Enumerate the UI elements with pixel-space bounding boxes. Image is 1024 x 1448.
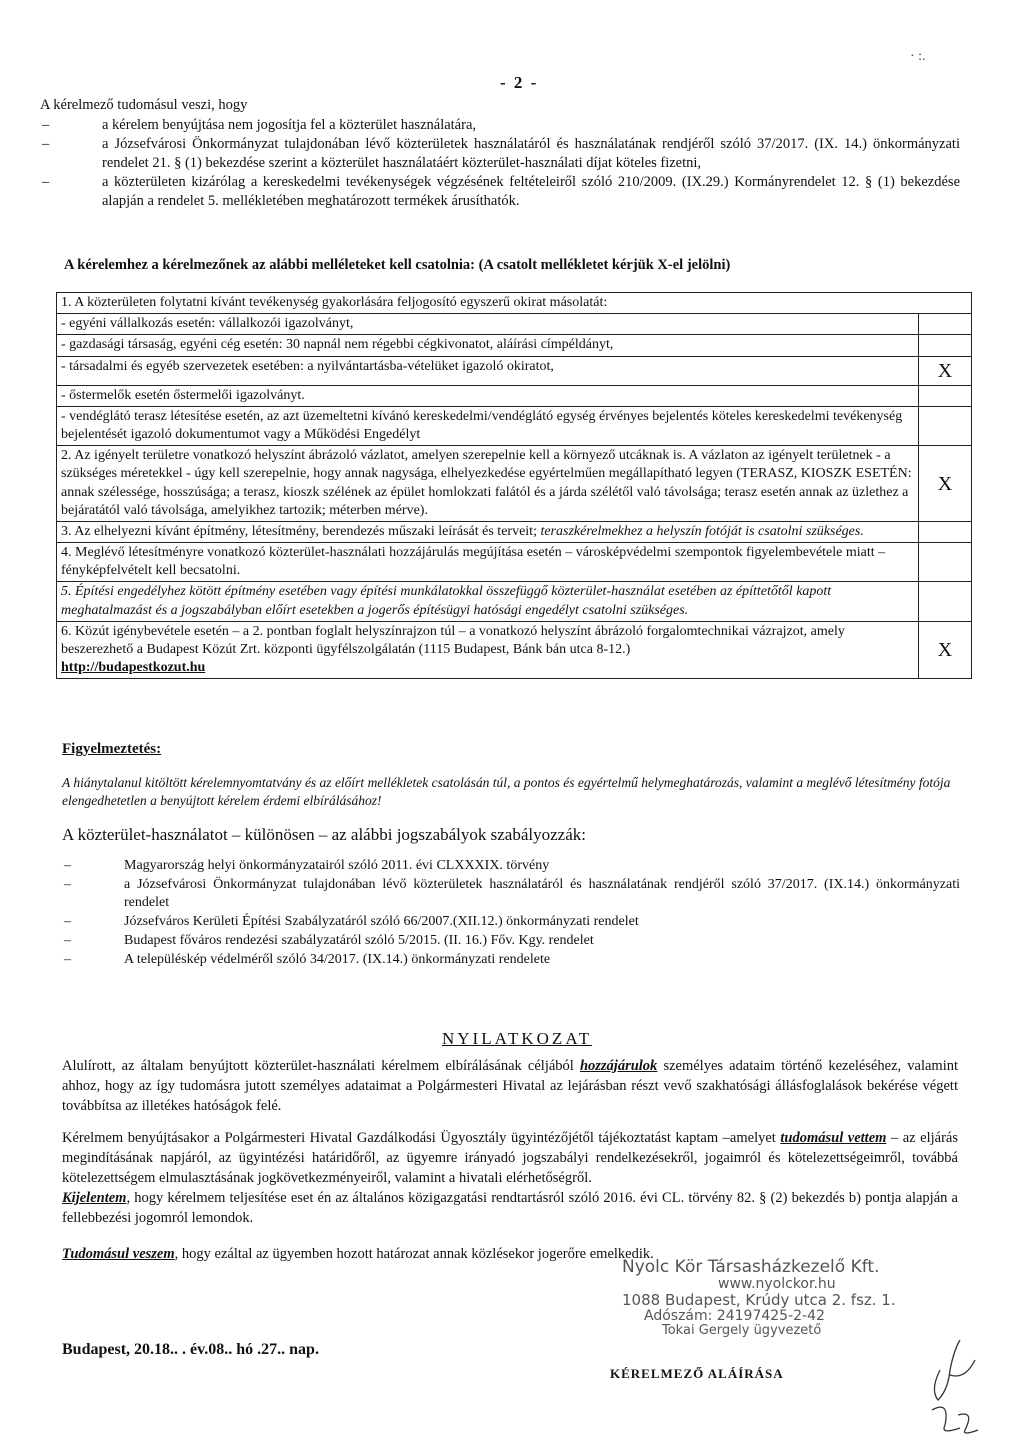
attachment-text: 6. Közút igénybevétele esetén – a 2. pontban foglalt helyszínrajzon túl – a vonatkozó helyszínt ábrázoló forgalomtechnikai vázrajzot, amely beszerezhető a Budapest Közút Zrt. központi ügyfélszolgálatán (1115 Budapest, Bánk bán utca 8-12.) http://budapestkozut.hu (57, 621, 919, 679)
law-item: – a Józsefvárosi Önkormányzat tulajdonában lévő közterületek használatáról és használatának rendjéről szóló 37/2017. (IX.14.) önkormányzati rendelet (64, 876, 960, 910)
attachments-heading: A kérelemhez a kérelmezőnek az alábbi melléleteket kell csatolnia: (A csatolt mellékletet kérjük X-el jelölni) (64, 257, 731, 273)
signature-label: KÉRELMEZŐ ALÁÍRÁSA (610, 1366, 784, 1381)
declaration-paragraph-4: Tudomásul veszem, hogy ezáltal az ügyemben hozott határozat annak közlésekor jogerőre emelkedik. (62, 1246, 654, 1262)
declaration-paragraph-3: Kijelentem, hogy kérelmem teljesítése eset én az általános közigazgatási rendtartásról szóló 2016. évi CL. törvény 82. § (2) bekezdés b) pontja alapján a fellebbezési jogomról lemondok. (62, 1190, 958, 1226)
stamp-line: Adószám: 24197425-2-42 (644, 1307, 825, 1324)
table-row (57, 543, 972, 582)
corner-mark: · :. (910, 49, 926, 64)
warning-title: Figyelmeztetés: (62, 741, 162, 757)
intro-item: – a Józsefvárosi Önkormányzat tulajdonában lévő közterületek használatáról és használatának rendjéről szóló 37/2017. (IX. 14.) önkormányzati rendelet 21. § (1) bekezdése szerint a közterület használatáért közterület-használati díjat köteles fizetni, (42, 136, 960, 171)
attachment-text: 5. Építési engedélyhez kötött építmény esetében vagy építési munkálatokkal összefüggő közterület-használat esetében az építtetőtől kapott meghatalmazást és a jogszabályban előírt esetekben a jogerős építésügyi hatósági engedélyt csatolni szükséges. (57, 582, 919, 621)
declaration-title: NYILATKOZAT (442, 1029, 593, 1048)
attachment-text: - vendéglátó terasz létesítése esetén, az azt üzemeltetni kívánó kereskedelmi/vendéglátó egység érvényes bejelentés köteles kereskedelmi tevékenység bejelentését igazoló dokumentumot vagy a Működési Engedélyt (57, 406, 919, 445)
table-row (57, 582, 972, 621)
attachment-checkbox[interactable]: X (919, 356, 972, 385)
attachment-checkbox[interactable] (919, 314, 972, 335)
attachments-table (56, 292, 972, 679)
law-item: – A településkép védelméről szóló 34/2017. (IX.14.) önkormányzati rendelete (64, 951, 551, 967)
attachment-text: - gazdasági társaság, egyéni cég esetén: 30 napnál nem régebbi cégkivonatot, aláírási címpéldányt, (57, 335, 919, 356)
attachment-text: 1. A közterületen folytatni kívánt tevékenység gyakorlására feljogosító egyszerű okirat másolatát: (57, 293, 972, 314)
table-row (57, 521, 972, 542)
laws-title: A közterület-használatot – különösen – az alábbi jogszabályok szabályozzák: (62, 825, 586, 844)
table-row (57, 356, 972, 385)
table-row (57, 335, 972, 356)
page-number: - 2 - (500, 73, 539, 92)
intro-item: – a közterületen kizárólag a kereskedelmi tevékenységek végzésének feltételeiről szóló 210/2009. (IX.29.) Kormányrendelet 12. § (1) bekezdése alapján a rendelet 5. mellékletében meghatározott termékek árusíthatók. (42, 174, 960, 209)
law-item: – Budapest főváros rendezési szabályzatáról szóló 5/2015. (II. 16.) Főv. Kgy. rendelet (64, 932, 594, 948)
attachment-text: 4. Meglévő létesítményre vonatkozó közterület-használati hozzájárulás megújítása esetén – városképvédelmi szempontok figyelembevétele miatt – fényképfelvételt kell becsatolni. (57, 543, 919, 582)
attachment-checkbox[interactable] (919, 406, 972, 445)
warning-text: A hiánytalanul kitöltött kérelemnyomtatvány és az előírt mellékletek csatolásán túl, a pontos és egyértelmű helymeghatározás, valamint a meglévő létesítmény fotója elengedhetetlen a benyújtott kérelem érdemi elbírálásához! (62, 775, 951, 809)
place-date: Budapest, 20.18.. . év.08.. hó .27.. nap. (62, 1341, 319, 1358)
attachment-checkbox[interactable] (919, 543, 972, 582)
attachment-checkbox[interactable]: X (919, 621, 972, 679)
law-item: – Magyarország helyi önkormányzatairól szóló 2011. évi CLXXXIX. törvény (64, 858, 550, 873)
table-row (57, 385, 972, 406)
budapest-kozut-link[interactable]: http://budapestkozut.hu (61, 660, 206, 676)
attachment-checkbox[interactable] (919, 582, 972, 621)
stamp-line: www.nyolckor.hu (718, 1275, 836, 1292)
declaration-paragraph-2: Kérelmem benyújtásakor a Polgármesteri Hivatal Gazdálkodási Ügyosztály ügyintézőjétől tájékoztatást kaptam –amelyet tudomásul vettem – az eljárás megindításának napjáról, az ügyintézési határidőről, az ügyemre irányadó jogszabályi rendelkezésekről, jogaimról és kötelezettségeimről, továbbá kötelezettségem elmulasztásának jogkövetkezményeiről, valamint a hivatali elérhetőségről. (62, 1130, 958, 1186)
declaration-paragraph-1: Alulírott, az általam benyújtott közterület-használati kérelmem elbírálásának céljából hozzájárulok személyes adataim történő kezeléséhez, valamint ahhoz, hogy az így tudomásra jutott személyes adataimat a Polgármesteri Hivatal az lejárásban részt vevő szakhatósági állásfoglalások bekérése végett továbbítsa az illetékes hatóságok felé. (62, 1058, 959, 1114)
table-row (57, 314, 972, 335)
attachment-text: - társadalmi és egyéb szervezetek esetében: a nyilvántartásba-vételüket igazoló okiratot, (57, 356, 919, 385)
table-row (57, 621, 972, 679)
laws-list (62, 856, 960, 969)
attachment-checkbox[interactable] (919, 521, 972, 542)
stamp-line: Nyolc Kör Társasházkezelő Kft. (622, 1257, 880, 1277)
attachment-text: - őstermelők esetén őstermelői igazolványt. (57, 385, 919, 406)
intro-section (40, 96, 960, 211)
table-row (57, 406, 972, 445)
attachment-checkbox[interactable] (919, 385, 972, 406)
company-stamp (608, 1258, 908, 1338)
intro-lead: A kérelmező tudomásul veszi, hogy (40, 97, 248, 113)
attachment-checkbox[interactable]: X (919, 446, 972, 522)
attachment-checkbox[interactable] (919, 335, 972, 356)
attachment-text: 2. Az igényelt területre vonatkozó helyszínt ábrázoló vázlatot, amelyen szerepelnie kell a környező utcáknak is. A vázlaton az igényelt területnek - a szükséges méretekkel - úgy kell szerepelnie, hogy annak nagysága, elhelyezkedése egyértelműen megállapítható legyen (TERASZ, KIOSZK ESETÉN: annak szélessége, hosszúsága; a terasz, kioszk szélének az épület homlokzati falától és a járda szélétől való távolsága; terasz esetén annak az üzlethez a bejáratától való távolsága, amelyikhez tartozik; méterben mérve). (57, 446, 919, 522)
stamp-line: Tokai Gergely ügyvezető (662, 1322, 822, 1338)
intro-item: – a kérelem benyújtása nem jogosítja fel a közterület használatára, (42, 116, 477, 133)
law-item: – Józsefváros Kerületi Építési Szabályzatáról szóló 66/2007.(XII.12.) önkormányzati rendelet (64, 913, 639, 929)
table-row (57, 446, 972, 522)
stamp-line: 1088 Budapest, Krúdy utca 2. fsz. 1. (622, 1291, 896, 1310)
attachment-text: - egyéni vállalkozás esetén: vállalkozói igazolványt, (57, 314, 919, 335)
attachment-text: 3. Az elhelyezni kívánt építmény, létesítmény, berendezés műszaki leírását és terveit; teraszkérelmekhez a helyszín fotóját is csatolni szükséges. (57, 521, 919, 542)
handwritten-signature (920, 1330, 990, 1440)
table-row (57, 293, 972, 314)
